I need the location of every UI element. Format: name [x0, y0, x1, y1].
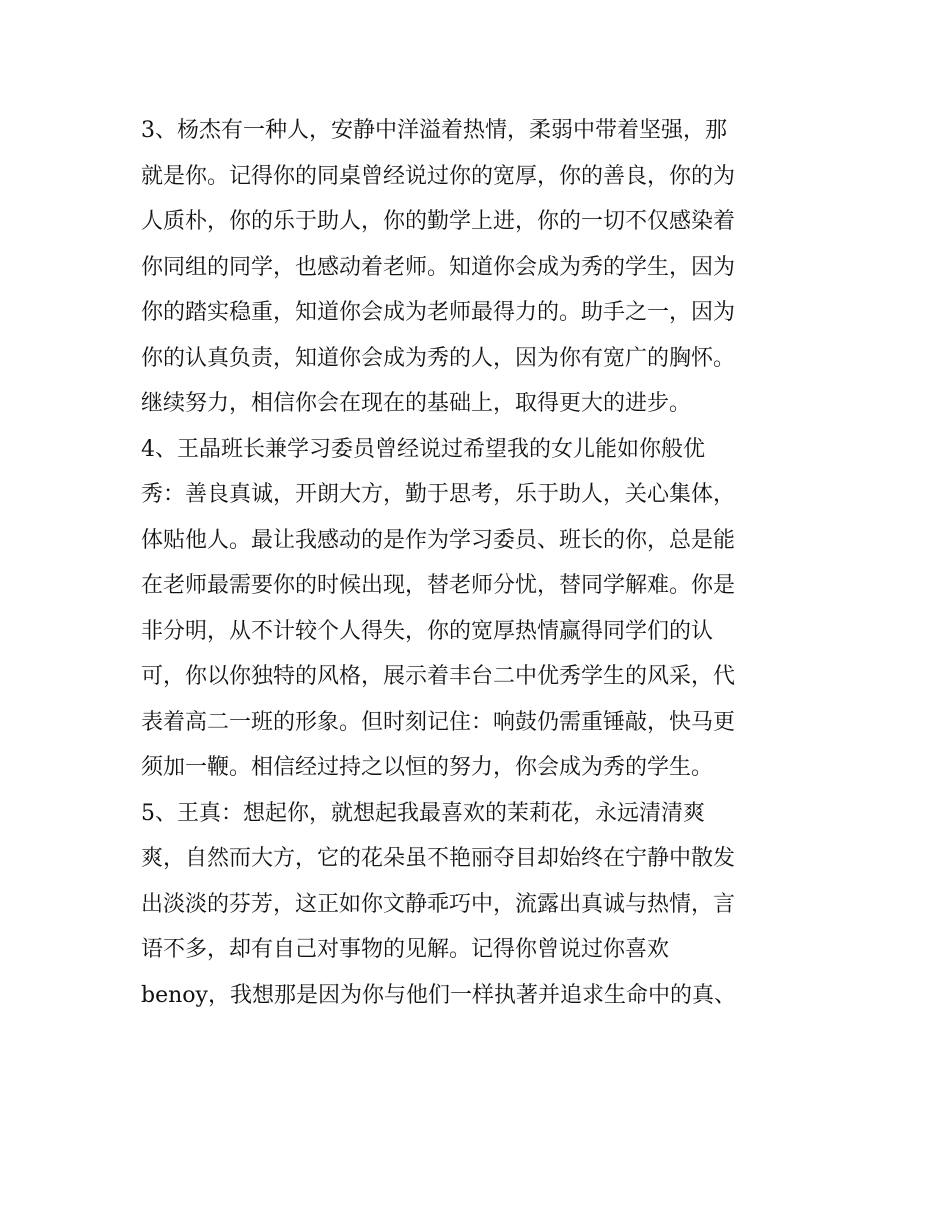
document-body [141, 108, 821, 1018]
text-line: 就是你。记得你的同桌曾经说过你的宽厚，你的善良，你的为 [141, 163, 736, 189]
text-line: 在老师最需要你的时候出现，替老师分忧，替同学解难。你是 [141, 573, 736, 598]
text-line: 你的踏实稳重，知道你会成为老师最得力的。助手之一，因为 [141, 300, 736, 325]
text-line: 爽，自然而大方，它的花朵虽不艳丽夺目却始终在宁静中散发 [141, 846, 736, 871]
text-line: 继续努力，相信你会在现在的基础上，取得更大的进步。 [141, 391, 692, 416]
text-line: 人质朴，你的乐于助人，你的勤学上进，你的一切不仅感染着 [141, 209, 736, 234]
text-line: 非分明，从不计较个人得失，你的宽厚热情赢得同学们的认 [141, 618, 714, 644]
text-line: 出淡淡的芬芳，这正如你文静乖巧中，流露出真诚与热情，言 [141, 891, 736, 917]
text-line: 须加一鞭。相信经过持之以恒的努力，你会成为秀的学生。 [141, 755, 714, 780]
text-line: 4、王晶班长兼学习委员曾经说过希望我的女儿能如你般优 [141, 436, 705, 462]
text-line: 3、杨杰有一种人，安静中洋溢着热情，柔弱中带着坚强，那 [141, 118, 727, 143]
text-line: 语不多，却有自己对事物的见解。记得你曾说过你喜欢 [141, 937, 670, 962]
text-line: 你同组的同学，也感动着老师。知道你会成为秀的学生，因为 [141, 254, 736, 280]
text-line: 5、王真：想起你，就想起我最喜欢的茉莉花，永远清清爽 [141, 800, 705, 826]
text-line: 你的认真负责，知道你会成为秀的人，因为你有宽广的胸怀。 [141, 345, 736, 371]
text-line: 秀：善良真诚，开朗大方，勤于思考，乐于助人，关心集体， [141, 482, 736, 507]
text-line: benoy，我想那是因为你与他们一样执著并追求生命中的真、 [141, 982, 736, 1008]
text-line: 体贴他人。最让我感动的是作为学习委员、班长的你，总是能 [141, 527, 736, 553]
text-line: 表着高二一班的形象。但时刻记住：响鼓仍需重锤敲，快马更 [141, 709, 736, 735]
text-line: 可，你以你独特的风格，展示着丰台二中优秀学生的风采，代 [141, 664, 736, 689]
